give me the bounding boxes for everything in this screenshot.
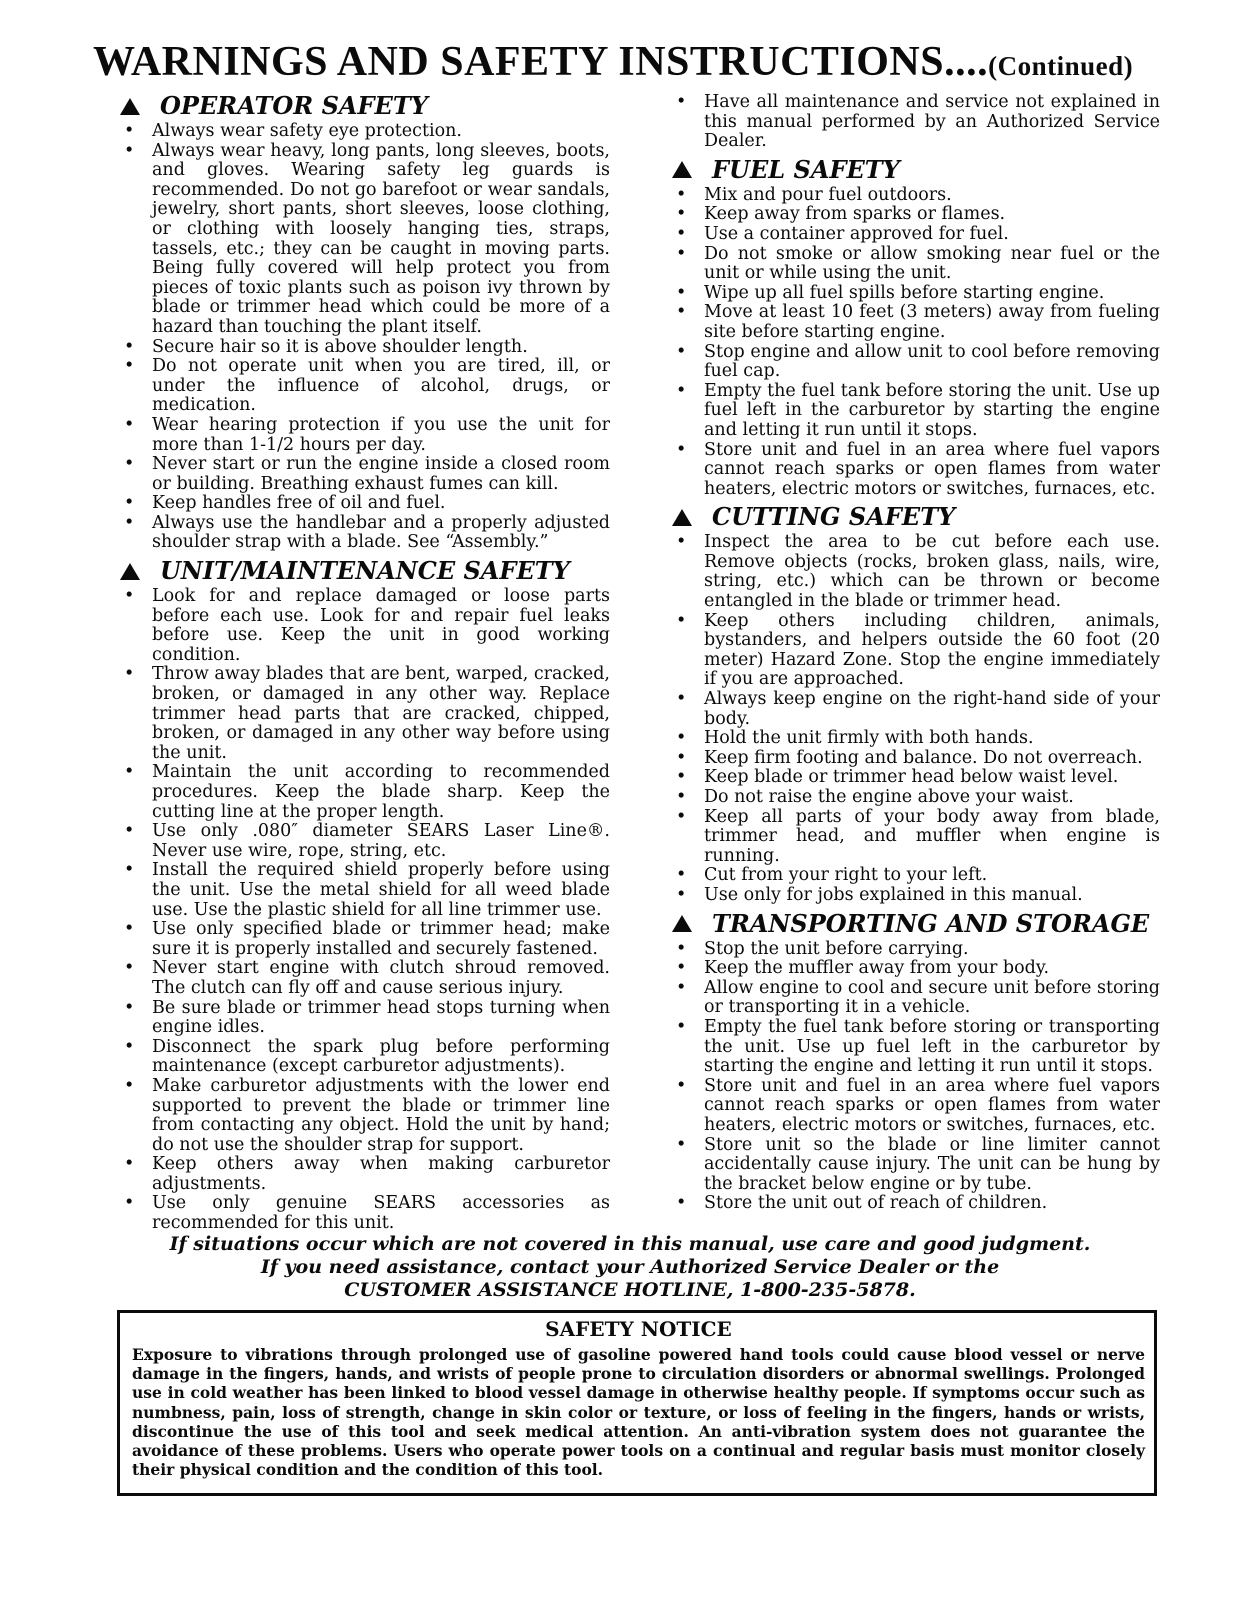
bullet-list (670, 940, 1160, 1214)
list-item: • Disconnect the spark plug before performing maintenance (except carburetor adjustments). (118, 1038, 610, 1077)
list-item: • Do not operate unit when you are tired, ill, or under the influence of alcohol, drugs, or medication. (118, 357, 610, 416)
list-item: • Use only for jobs explained in this manual. (670, 886, 1160, 906)
safety-notice-title: SAFETY NOTICE (545, 1317, 732, 1341)
section-heading-fuel-safety (670, 154, 1160, 184)
list-item: • Wipe up all fuel spills before starting engine. (670, 284, 1160, 304)
list-item: • Keep all parts of your body away from blade, trimmer head, and muffler when engine is running. (670, 808, 1160, 867)
list-item: • Make carburetor adjustments with the lower end supported to prevent the blade or trimmer line from contacting any object. Hold the unit by hand; do not use the shoulder strap for support. (118, 1077, 610, 1155)
list-item: • Use only genuine SEARS accessories as recommended for this unit. (118, 1194, 610, 1233)
list-item: • Move at least 10 feet (3 meters) away from fueling site before starting engine. (670, 303, 1160, 342)
safety-notice-text: Exposure to vibrations through prolonged use of gasoline powered hand tools could cause blood vessel or nerve damage in the fingers, hands, and wrists of people prone to circulation disorders or abnormal swellings. Prolonged use in cold weather has been linked to blood vessel damage in otherwise healthy people. If symptoms occur such as numbness, pain, loss of strength, change in skin color or texture, or loss of feeling in the fingers, hands or wrists, discontinue the use of this tool and seek medical attention. An anti-vibration system does not guarantee the avoidance of these problems. Users who operate power tools on a continual and regular basis must monitor closely their physical condition and the condition of this tool. (132, 1345, 1145, 1480)
list-item: • Wear hearing protection if you use the unit for more than 1-1/2 hours per day. (118, 416, 610, 455)
right-column (670, 93, 1160, 1214)
list-item: • Stop engine and allow unit to cool before removing fuel cap. (670, 343, 1160, 382)
list-item: • Do not raise the engine above your waist. (670, 788, 1160, 808)
list-item: • Allow engine to cool and secure unit before storing or transporting it in a vehicle. (670, 979, 1160, 1018)
list-item: • Cut from your right to your left. (670, 866, 1160, 886)
list-item: • Store unit and fuel in an area where fuel vapors cannot reach sparks or open flames from water heaters, electric motors or switches, furnaces, etc. (670, 441, 1160, 500)
continued-label: (Continued) (988, 51, 1134, 81)
list-item: • Be sure blade or trimmer head stops turning when engine idles. (118, 999, 610, 1038)
closing-note (100, 1233, 1160, 1302)
safety-notice-box (117, 1310, 1157, 1496)
section-heading-text: UNIT/MAINTENANCE SAFETY (160, 556, 570, 586)
list-item: • Maintain the unit according to recommended procedures. Keep the blade sharp. Keep the cutting line at the proper length. (118, 763, 610, 822)
section-heading-cutting-safety (670, 504, 1160, 530)
list-item: • Have all maintenance and service not explained in this manual performed by an Authorized Service Dealer. (670, 93, 1160, 152)
list-item: • Always use the handlebar and a properly adjusted shoulder strap with a blade. See “Assembly.” (118, 514, 610, 553)
list-item: • Store unit and fuel in an area where fuel vapors cannot reach sparks or open flames from water heaters, electric motors or switches, furnaces, etc. (670, 1077, 1160, 1136)
warning-triangle-icon (672, 161, 692, 178)
section-heading-text: TRANSPORTING AND STORAGE (712, 908, 1150, 938)
list-item: • Keep firm footing and balance. Do not overreach. (670, 749, 1160, 769)
section-heading-text: OPERATOR SAFETY (160, 91, 428, 120)
bullet-list (118, 587, 610, 1234)
section-heading-text: FUEL SAFETY (712, 154, 900, 184)
section-heading-operator-safety (118, 93, 610, 119)
list-item: • Do not smoke or allow smoking near fuel or the unit or while using the unit. (670, 245, 1160, 284)
list-item: • Empty the fuel tank before storing the unit. Use up fuel left in the carburetor by starting the engine and letting it run until it stops. (670, 382, 1160, 441)
list-item: • Always wear heavy, long pants, long sleeves, boots, and gloves. Wearing safety leg guards is recommended. Do not go barefoot or wear sandals, jewelry, short pants, short sleeves, loose clothing, or clothing with loosely hanging ties, straps, tassels, etc.; they can be caught in moving parts. Being fully covered will help protect you from pieces of toxic plants such as poison ivy thrown by blade or trimmer head which could be more of a hazard than touching the plant itself. (118, 142, 610, 338)
list-item: • Look for and replace damaged or loose parts before each use. Look for and repair fuel leaks before use. Keep the unit in good working condition. (118, 587, 610, 665)
list-item: • Use only .080″ diameter SEARS Laser Line®. Never use wire, rope, string, etc. (118, 822, 610, 861)
list-item: • Keep the muffler away from your body. (670, 959, 1160, 979)
list-item: • Empty the fuel tank before storing or transporting the unit. Use up fuel left in the carburetor by starting the engine and letting it run until it stops. (670, 1018, 1160, 1077)
list-item: • Use only specified blade or trimmer head; make sure it is properly installed and securely fastened. (118, 920, 610, 959)
list-item: • Secure hair so it is above shoulder length. (118, 338, 610, 358)
section-heading-text: CUTTING SAFETY (712, 502, 956, 532)
bullet-list (670, 533, 1160, 905)
list-item: • Never start or run the engine inside a closed room or building. Breathing exhaust fumes can kill. (118, 455, 610, 494)
closing-line-2: If you need assistance, contact your Authorized Service Dealer or the (260, 1256, 1000, 1278)
closing-line-3: CUSTOMER ASSISTANCE HOTLINE, 1-800-235-5878. (344, 1279, 916, 1301)
section-heading-unit-maintenance-safety (118, 558, 610, 584)
list-item: • Throw away blades that are bent, warped, cracked, broken, or damaged in any other way. Replace trimmer head parts that are cracked, chipped, broken, or damaged in any other way before using the unit. (118, 665, 610, 763)
bullet-list (670, 186, 1160, 500)
left-column (118, 93, 610, 1234)
list-item: • Hold the unit firmly with both hands. (670, 729, 1160, 749)
section-heading-transporting-and-storage (670, 908, 1160, 938)
list-item: • Inspect the area to be cut before each use. Remove objects (rocks, broken glass, nails, wire, string, etc.) which can be thrown or become entangled in the blade or trimmer head. (670, 533, 1160, 611)
page-title (93, 38, 1233, 86)
bullet-list (670, 93, 1160, 152)
list-item: • Store unit so the blade or line limiter cannot accidentally cause injury. The unit can be hung by the bracket below engine or by tube. (670, 1136, 1160, 1195)
warning-triangle-icon (120, 563, 140, 580)
page-title-text: WARNINGS AND SAFETY INSTRUCTIONS.... (93, 39, 989, 85)
list-item: • Keep away from sparks or flames. (670, 205, 1160, 225)
list-item: • Store the unit out of reach of children. (670, 1194, 1160, 1214)
list-item: • Never start engine with clutch shroud removed. The clutch can fly off and cause serious injury. (118, 959, 610, 998)
list-item: • Keep others away when making carburetor adjustments. (118, 1155, 610, 1194)
list-item: • Keep handles free of oil and fuel. (118, 494, 610, 514)
warning-triangle-icon (672, 509, 692, 526)
list-item: • Always keep engine on the right-hand side of your body. (670, 690, 1160, 729)
list-item: • Always wear safety eye protection. (118, 122, 610, 142)
warning-triangle-icon (672, 915, 692, 932)
bullet-list (118, 122, 610, 553)
list-item: • Install the required shield properly before using the unit. Use the metal shield for all weed blade use. Use the plastic shield for all line trimmer use. (118, 861, 610, 920)
warning-triangle-icon (120, 98, 140, 115)
list-item: • Keep others including children, animals, bystanders, and helpers outside the 60 foot (20 meter) Hazard Zone. Stop the engine immediately if you are approached. (670, 612, 1160, 690)
closing-line-1: If situations occur which are not covered in this manual, use care and good judgment. (169, 1233, 1091, 1255)
list-item: • Use a container approved for fuel. (670, 225, 1160, 245)
list-item: • Mix and pour fuel outdoors. (670, 186, 1160, 206)
list-item: • Keep blade or trimmer head below waist level. (670, 768, 1160, 788)
list-item: • Stop the unit before carrying. (670, 940, 1160, 960)
